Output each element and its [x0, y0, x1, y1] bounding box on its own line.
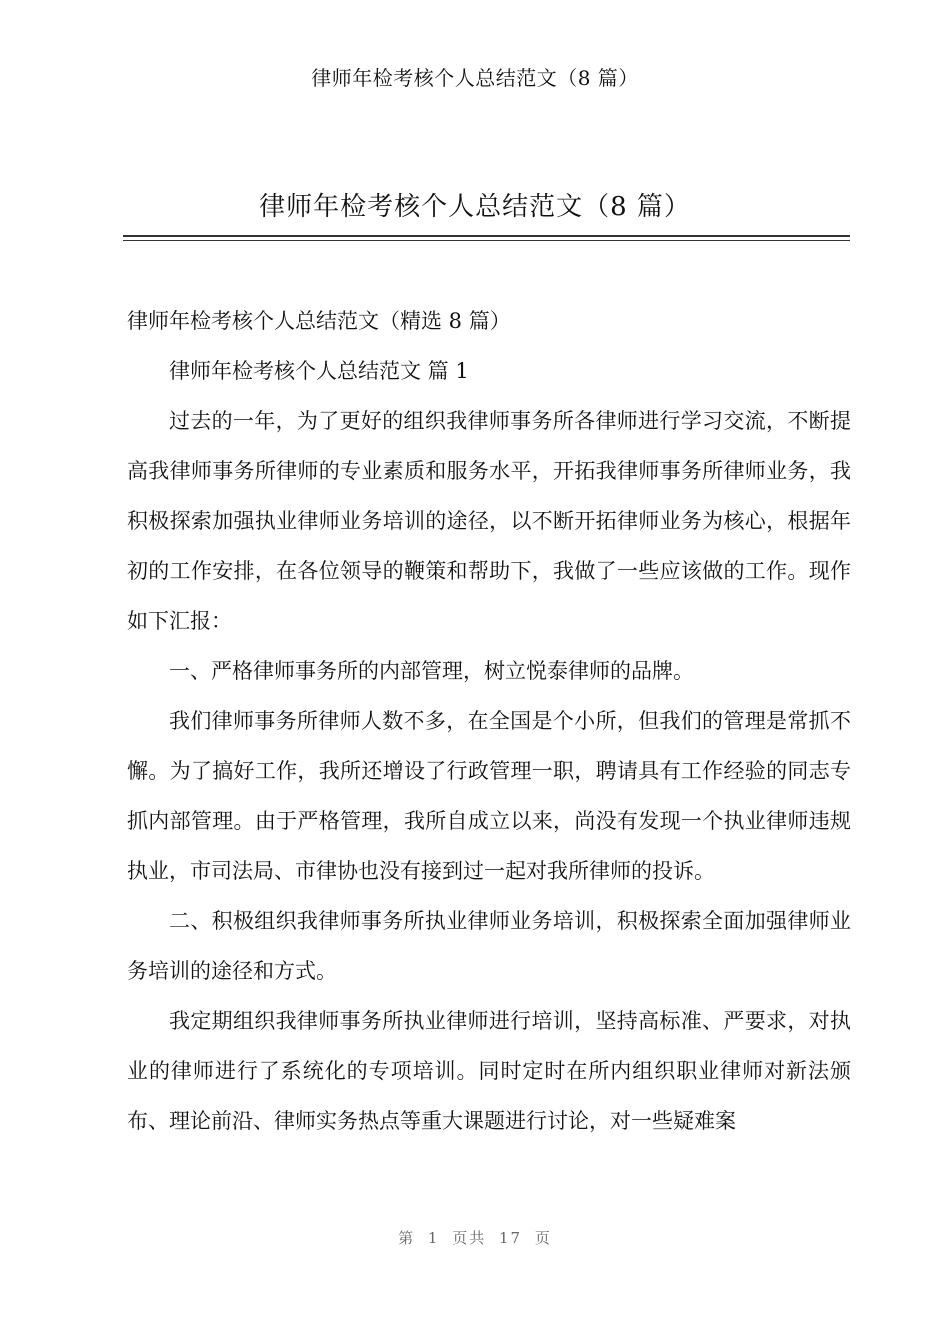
section-point-1: 一、严格律师事务所的内部管理，树立悦泰律师的品牌。 — [169, 659, 694, 683]
document-title: 律师年检考核个人总结范文（8 篇） — [259, 192, 691, 222]
page-number-footer: 第 1 页共 17 页 — [398, 1229, 552, 1247]
section-point-2: 二、积极组织我律师事务所执业律师业务培训，积极探索全面加强律师业务培训的途径和方式。 — [127, 909, 851, 983]
document-subtitle: 律师年检考核个人总结范文（精选 8 篇） — [127, 309, 511, 333]
section-heading: 律师年检考核个人总结范文 篇 1 — [169, 359, 469, 383]
body-paragraph: 我定期组织我律师事务所执业律师进行培训，坚持高标准、严要求，对执业的律师进行了系统化的专项培训。同时定时在所内组织职业律师对新法颁布、理论前沿、律师实务热点等重大课题进行讨论，对一些疑难案 — [127, 1009, 851, 1133]
title-divider — [123, 235, 850, 241]
body-paragraph: 我们律师事务所律师人数不多，在全国是个小所，但我们的管理是常抓不懈。为了搞好工作，我所还增设了行政管理一职，聘请具有工作经验的同志专抓内部管理。由于严格管理，我所自成立以来，尚没有发现一个执业律师违规执业，市司法局、市律协也没有接到过一起对我所律师的投诉。 — [127, 709, 851, 883]
body-paragraph: 过去的一年，为了更好的组织我律师事务所各律师进行学习交流，不断提高我律师事务所律师的专业素质和服务水平，开拓我律师事务所律师业务，我积极探索加强执业律师业务培训的途径，以不断开拓律师业务为核心，根据年初的工作安排，在各位领导的鞭策和帮助下，我做了一些应该做的工作。现作如下汇报： — [127, 409, 851, 633]
running-header: 律师年检考核个人总结范文（8 篇） — [311, 66, 639, 90]
document-body — [127, 296, 851, 1146]
